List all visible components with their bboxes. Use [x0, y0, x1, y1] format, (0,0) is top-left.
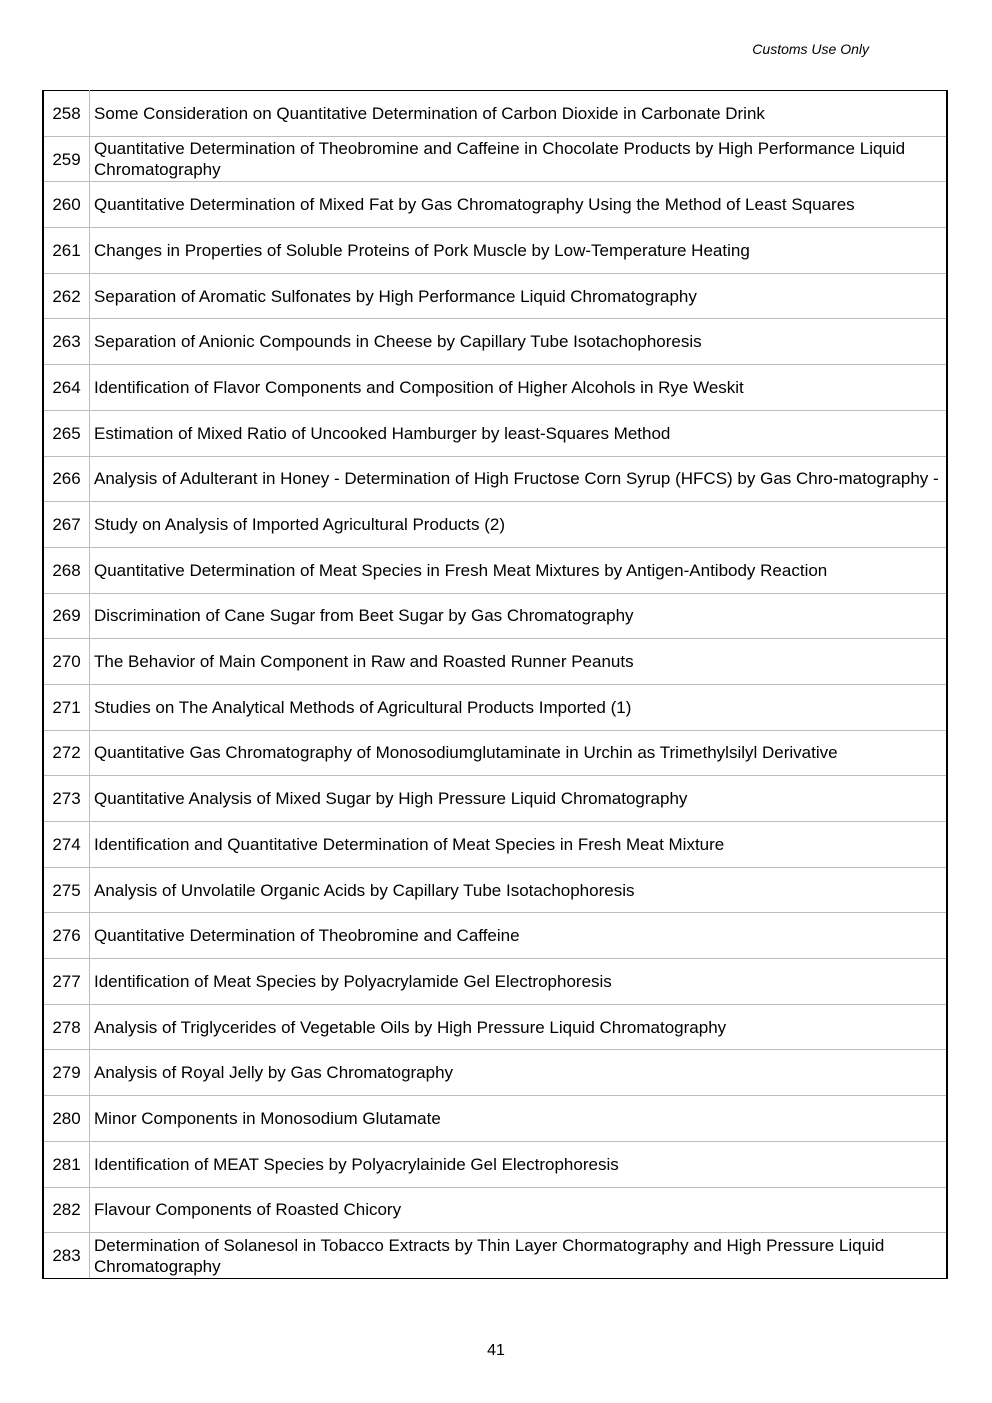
- table-row: [43, 502, 947, 548]
- table-row: [43, 776, 947, 822]
- row-number: 267: [43, 502, 90, 548]
- table-row: [43, 1233, 947, 1279]
- table-row: [43, 1050, 947, 1096]
- row-number: 277: [43, 959, 90, 1005]
- row-title: Quantitative Determination of Theobromine and Caffeine in Chocolate Products by High Performance Liquid Chromatography: [90, 136, 948, 182]
- table-row: [43, 1187, 947, 1233]
- row-title: Analysis of Unvolatile Organic Acids by Capillary Tube Isotachophoresis: [90, 867, 948, 913]
- row-number: 268: [43, 547, 90, 593]
- table-row: [43, 730, 947, 776]
- row-title: Quantitative Determination of Mixed Fat by Gas Chromatography Using the Method of Least Squares: [90, 182, 948, 228]
- table-row: [43, 593, 947, 639]
- row-title: Quantitative Gas Chromatography of Monosodiumglutaminate in Urchin as Trimethylsilyl Derivative: [90, 730, 948, 776]
- row-title: Quantitative Determination of Theobromine and Caffeine: [90, 913, 948, 959]
- row-number: 260: [43, 182, 90, 228]
- table-row: [43, 273, 947, 319]
- row-number: 274: [43, 822, 90, 868]
- row-number: 259: [43, 136, 90, 182]
- row-title: Identification of Meat Species by Polyacrylamide Gel Electrophoresis: [90, 959, 948, 1005]
- row-number: 270: [43, 639, 90, 685]
- row-title: The Behavior of Main Component in Raw and Roasted Runner Peanuts: [90, 639, 948, 685]
- row-title: Identification of Flavor Components and Composition of Higher Alcohols in Rye Weskit: [90, 365, 948, 411]
- table-row: [43, 913, 947, 959]
- row-number: 278: [43, 1004, 90, 1050]
- row-number: 266: [43, 456, 90, 502]
- row-title: Separation of Anionic Compounds in Cheese by Capillary Tube Isotachophoresis: [90, 319, 948, 365]
- row-number: 265: [43, 410, 90, 456]
- page-number: 41: [487, 1342, 505, 1359]
- table-row: [43, 410, 947, 456]
- row-number: 264: [43, 365, 90, 411]
- row-number: 271: [43, 684, 90, 730]
- row-number: 281: [43, 1141, 90, 1187]
- row-number: 269: [43, 593, 90, 639]
- table-row: [43, 1096, 947, 1142]
- row-title: Determination of Solanesol in Tobacco Extracts by Thin Layer Chormatography and High Pressure Liquid Chromatography: [90, 1233, 948, 1279]
- row-title: Identification of MEAT Species by Polyacrylainide Gel Electrophoresis: [90, 1141, 948, 1187]
- row-title: Separation of Aromatic Sulfonates by High Performance Liquid Chromatography: [90, 273, 948, 319]
- row-title: Analysis of Adulterant in Honey - Determination of High Fructose Corn Syrup (HFCS) by Gas Chro-matography -: [90, 456, 948, 502]
- row-title: Study on Analysis of Imported Agricultural Products (2): [90, 502, 948, 548]
- table-row: [43, 684, 947, 730]
- table-row: [43, 182, 947, 228]
- table-row: [43, 91, 947, 137]
- table-row: [43, 1141, 947, 1187]
- table-row: [43, 1004, 947, 1050]
- table-row: [43, 959, 947, 1005]
- row-number: 279: [43, 1050, 90, 1096]
- row-number: 282: [43, 1187, 90, 1233]
- customs-use-only-note: Customs Use Only: [752, 41, 869, 57]
- row-title: Flavour Components of Roasted Chicory: [90, 1187, 948, 1233]
- row-number: 263: [43, 319, 90, 365]
- table-row: [43, 136, 947, 182]
- publication-list-table: [42, 90, 948, 1279]
- row-title: Quantitative Analysis of Mixed Sugar by High Pressure Liquid Chromatography: [90, 776, 948, 822]
- table-body: [43, 91, 947, 1279]
- table-row: [43, 365, 947, 411]
- table-row: [43, 319, 947, 365]
- row-title: Analysis of Royal Jelly by Gas Chromatography: [90, 1050, 948, 1096]
- table-row: [43, 639, 947, 685]
- row-title: Minor Components in Monosodium Glutamate: [90, 1096, 948, 1142]
- row-number: 262: [43, 273, 90, 319]
- table-row: [43, 822, 947, 868]
- row-title: Quantitative Determination of Meat Species in Fresh Meat Mixtures by Antigen-Antibody Reaction: [90, 547, 948, 593]
- row-number: 283: [43, 1233, 90, 1279]
- table-row: [43, 867, 947, 913]
- row-number: 273: [43, 776, 90, 822]
- table-row: [43, 228, 947, 274]
- row-title: Analysis of Triglycerides of Vegetable Oils by High Pressure Liquid Chromatography: [90, 1004, 948, 1050]
- row-number: 258: [43, 91, 90, 137]
- row-title: Identification and Quantitative Determination of Meat Species in Fresh Meat Mixture: [90, 822, 948, 868]
- row-title: Estimation of Mixed Ratio of Uncooked Hamburger by least-Squares Method: [90, 410, 948, 456]
- row-title: Some Consideration on Quantitative Determination of Carbon Dioxide in Carbonate Drink: [90, 91, 948, 137]
- table-row: [43, 547, 947, 593]
- row-number: 272: [43, 730, 90, 776]
- row-number: 280: [43, 1096, 90, 1142]
- row-title: Changes in Properties of Soluble Proteins of Pork Muscle by Low-Temperature Heating: [90, 228, 948, 274]
- row-title: Studies on The Analytical Methods of Agricultural Products Imported (1): [90, 684, 948, 730]
- row-number: 275: [43, 867, 90, 913]
- table-row: [43, 456, 947, 502]
- row-title: Discrimination of Cane Sugar from Beet Sugar by Gas Chromatography: [90, 593, 948, 639]
- row-number: 261: [43, 228, 90, 274]
- row-number: 276: [43, 913, 90, 959]
